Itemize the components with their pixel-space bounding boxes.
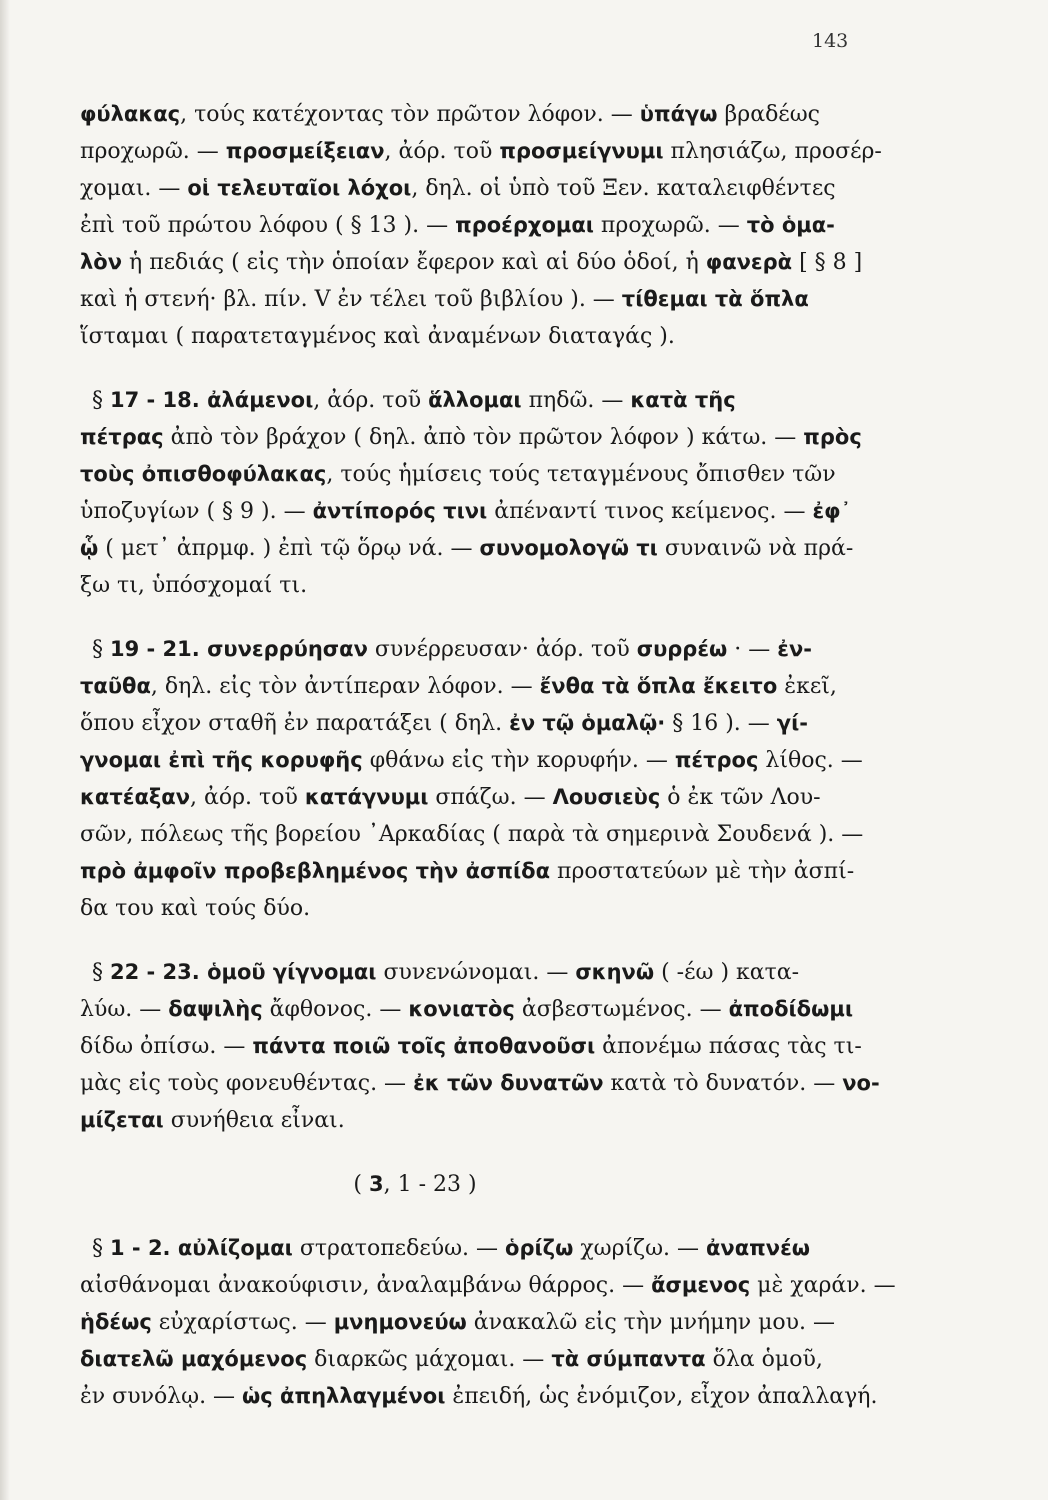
gloss-text: , 1 - 23 )	[383, 1172, 477, 1197]
paragraph-gap	[80, 604, 880, 631]
glossary-text	[80, 96, 896, 1415]
text-line	[80, 1102, 880, 1139]
headword: τὸ ὁμα-	[746, 213, 835, 237]
gloss-text: συνήθεια εἶναι.	[163, 1108, 345, 1133]
gloss-text: ὑποζυγίων ( § 9 ). —	[80, 499, 313, 524]
text-line	[80, 1028, 880, 1065]
gloss-text: δα του καὶ τούς δύο.	[80, 896, 311, 921]
gloss-text: , δηλ. εἰς τὸν ἀντίπεραν λόφον. —	[150, 674, 540, 699]
gloss-text: μὲ χαράν. —	[750, 1273, 896, 1298]
headword: μίζεται	[80, 1108, 164, 1132]
text-line	[80, 96, 880, 133]
gloss-text: πλησιάζω, προσέρ-	[663, 139, 882, 164]
headword: τίθεμαι τὰ ὅπλα	[621, 287, 809, 311]
gloss-text: ἀπονέμω πάσας τὰς τι-	[595, 1034, 862, 1059]
gloss-text: §	[92, 637, 110, 662]
gloss-text: ( -έω ) κατα-	[654, 960, 800, 985]
headword: ἡδέως	[80, 1310, 152, 1334]
gloss-text: , ἀόρ. τοῦ	[190, 785, 305, 810]
paragraph-gap	[80, 927, 880, 954]
text-line	[80, 133, 880, 170]
headword: κατάγνυμι	[304, 785, 429, 809]
gloss-text: πηδῶ. —	[521, 388, 631, 413]
gloss-text: , ἀόρ. τοῦ	[313, 388, 429, 413]
headword: πρὸ ἀμφοῖν προβεβλημένος τὴν ἀσπίδα	[80, 859, 551, 883]
gloss-text: προχωρῶ. —	[80, 139, 226, 164]
headword: ἀντίπορός τινι	[312, 499, 488, 523]
gloss-text: κατὰ τὸ δυνατόν. —	[603, 1071, 843, 1096]
headword: κατέαξαν	[80, 785, 191, 809]
text-line	[80, 1065, 880, 1102]
paragraph-gap	[80, 1203, 880, 1230]
gloss-text: § 16 ). —	[665, 711, 777, 736]
gloss-text: σπάζω. —	[428, 785, 553, 810]
text-line	[80, 493, 880, 530]
text-line	[80, 244, 880, 281]
gloss-text: μὰς εἰς τοὺς φονευθέντας. —	[80, 1071, 414, 1096]
page-edge-shadow	[0, 0, 10, 1500]
gloss-text: προστατεύων μὲ τὴν ἀσπί-	[550, 859, 855, 884]
text-line	[80, 816, 880, 853]
gloss-text: σῶν, πόλεως τῆς βορείου ᾿Αρκαδίας ( παρὰ τὰ σημερινὰ Σουδενά ). —	[80, 822, 864, 847]
text-line	[80, 853, 880, 890]
gloss-text: ἀσβεστωμένος. —	[514, 997, 729, 1022]
text-line	[80, 456, 880, 493]
headword: τὰ σύμπαντα	[551, 1347, 706, 1371]
headword: φύλακας	[80, 102, 181, 126]
headword: προσμείγνυμι	[499, 139, 664, 163]
gloss-text: ἄφθονος. —	[262, 997, 409, 1022]
headword: ἐφ᾿	[812, 499, 852, 523]
headword: πρὸς	[803, 425, 862, 449]
gloss-text: προχωρῶ. —	[593, 213, 747, 238]
text-line	[80, 954, 880, 991]
headword: οἱ τελευταῖοι λόχοι	[187, 176, 412, 200]
headword: κονιατὸς	[408, 997, 515, 1021]
headword: 1 - 2. αὐλίζομαι	[110, 1236, 293, 1260]
text-line	[80, 170, 880, 207]
gloss-text: ὁ ἐκ τῶν Λου-	[660, 785, 821, 810]
headword: ἐκ τῶν δυνατῶν	[413, 1071, 604, 1095]
paragraph-gap	[80, 355, 880, 382]
headword: ὁρίζω	[505, 1236, 574, 1260]
gloss-text: διαρκῶς μάχομαι. —	[307, 1347, 552, 1372]
headword: σκηνῶ	[575, 960, 655, 984]
headword: γί-	[776, 711, 808, 735]
headword: κατὰ τῆς	[630, 388, 736, 412]
gloss-text: (	[353, 1172, 369, 1197]
headword: ἀναπνέω	[706, 1236, 811, 1260]
chapter-heading	[80, 1166, 880, 1203]
text-line	[80, 705, 880, 742]
gloss-text: ἵσταμαι ( παρατεταγμένος καὶ ἀναμένων διαταγάς ).	[80, 324, 675, 349]
gloss-text: συνενώνομαι. —	[376, 960, 576, 985]
text-line	[80, 281, 880, 318]
headword: πέτρας	[80, 425, 164, 449]
headword: ἀποδίδωμι	[728, 997, 853, 1021]
gloss-text: λύω. —	[80, 997, 169, 1022]
text-line	[80, 567, 880, 604]
gloss-text: , τούς ἡμίσεις τούς τεταγμένους ὄπισθεν τῶν	[326, 462, 836, 487]
gloss-text: στρατοπεδεύω. —	[292, 1236, 506, 1261]
headword: ὑπάγω	[639, 102, 718, 126]
gloss-text: χομαι. —	[80, 176, 188, 201]
page-number: 143	[812, 30, 849, 52]
gloss-text: ἐν συνόλῳ. —	[80, 1384, 243, 1409]
gloss-text: καὶ ἡ στενή· βλ. πίν. V ἐν τέλει τοῦ βιβλίου ). —	[80, 287, 622, 312]
headword: ὡς ἀπηλλαγμένοι	[242, 1384, 446, 1408]
text-line	[80, 1230, 880, 1267]
gloss-text: φθάνω εἰς τὴν κορυφήν. —	[362, 748, 675, 773]
gloss-text: ξω τι, ὑπόσχομαί τι.	[80, 573, 308, 598]
headword: συρρέω	[636, 637, 728, 661]
headword: δαψιλὴς	[168, 997, 263, 1021]
headword: πέτρος	[674, 748, 759, 772]
gloss-text: ( μετ᾿ ἀπρμφ. ) ἐπὶ τῷ ὅρῳ νά. —	[98, 536, 480, 561]
gloss-text: §	[92, 1236, 110, 1261]
headword: ἔνθα τὰ ὅπλα ἔκειτο	[539, 674, 778, 698]
gloss-text: συναινῶ νὰ πρά-	[657, 536, 854, 561]
gloss-text: βραδέως	[717, 102, 820, 127]
text-line	[80, 530, 880, 567]
text-line	[80, 1304, 880, 1341]
headword: προσμείξειαν	[225, 139, 385, 163]
text-line	[80, 1267, 896, 1304]
headword: ἐν-	[777, 637, 812, 661]
headword: ᾧ	[80, 536, 99, 560]
headword: τοὺς ὀπισθοφύλακας	[80, 462, 327, 486]
headword: Λουσιεὺς	[552, 785, 661, 809]
gloss-text: §	[92, 388, 110, 413]
headword: διατελῶ μαχόμενος	[80, 1347, 308, 1371]
gloss-text: ἐκεῖ,	[777, 674, 837, 699]
headword: φανερὰ	[705, 250, 793, 274]
headword: νο-	[842, 1071, 880, 1095]
text-line	[80, 631, 880, 668]
paragraph-gap	[80, 1139, 880, 1166]
headword: πάντα ποιῶ τοῖς ἀποθανοῦσι	[252, 1034, 596, 1058]
headword: μνημονεύω	[333, 1310, 467, 1334]
gloss-text: ὅπου εἶχον σταθῆ ἐν παρατάξει ( δηλ.	[80, 711, 510, 736]
headword: 17 - 18. ἀλάμενοι	[110, 388, 314, 412]
text-line	[80, 419, 880, 456]
headword: 22 - 23. ὁμοῦ γίγνομαι	[110, 960, 377, 984]
gloss-text: ἀνακαλῶ εἰς τὴν μνήμην μου. —	[466, 1310, 835, 1335]
text-line	[80, 991, 880, 1028]
gloss-text: εὐχαρίστως. —	[151, 1310, 334, 1335]
text-line	[80, 779, 880, 816]
text-line	[80, 742, 880, 779]
text-line	[80, 318, 880, 355]
gloss-text: ὅλα ὁμοῦ,	[705, 1347, 823, 1372]
headword: 19 - 21. συνερρύησαν	[110, 637, 368, 661]
text-line	[80, 668, 880, 705]
gloss-text: , τούς κατέχοντας τὸν πρῶτον λόφον. —	[180, 102, 640, 127]
text-line	[80, 207, 880, 244]
headword: ἅλλομαι	[428, 388, 522, 412]
text-line	[80, 890, 880, 927]
headword: συνομολογῶ τι	[479, 536, 658, 560]
gloss-text: λίθος. —	[758, 748, 863, 773]
headword: γνομαι ἐπὶ τῆς κορυφῆς	[80, 748, 363, 772]
gloss-text: , δηλ. οἱ ὑπὸ τοῦ Ξεν. καταλειφθέντες	[411, 176, 836, 201]
text-line	[80, 1341, 880, 1378]
headword: λὸν	[80, 250, 123, 274]
headword: ταῦθα	[80, 674, 151, 698]
headword: ἐν τῷ ὁμαλῷ·	[509, 711, 666, 735]
headword: 3	[368, 1172, 384, 1196]
gloss-text: ἐπειδή, ὡς ἐνόμιζον, εἶχον ἀπαλλαγή.	[445, 1384, 878, 1409]
headword: ἄσμενος	[651, 1273, 751, 1297]
headword: προέρχομαι	[455, 213, 594, 237]
gloss-text: ἀπέναντί τινος κείμενος. —	[487, 499, 813, 524]
gloss-text: αἰσθάνομαι ἀνακούφισιν, ἀναλαμβάνω θάρρος. —	[80, 1273, 652, 1298]
gloss-text: ἐπὶ τοῦ πρώτου λόφου ( § 13 ). —	[80, 213, 456, 238]
gloss-text: §	[92, 960, 110, 985]
gloss-text: συνέρρευσαν· ἀόρ. τοῦ	[367, 637, 637, 662]
text-line	[80, 382, 880, 419]
gloss-text: · —	[727, 637, 778, 662]
gloss-text: [ § 8 ]	[792, 250, 863, 275]
gloss-text: χωρίζω. —	[573, 1236, 706, 1261]
gloss-text: , ἀόρ. τοῦ	[384, 139, 500, 164]
gloss-text: δίδω ὀπίσω. —	[80, 1034, 253, 1059]
gloss-text: ἡ πεδιάς ( εἰς τὴν ὁποίαν ἔφερον καὶ αἱ δύο ὁδοί, ἡ	[122, 250, 706, 275]
gloss-text: ἀπὸ τὸν βράχον ( δηλ. ἀπὸ τὸν πρῶτον λόφον ) κάτω. —	[163, 425, 804, 450]
text-line	[80, 1378, 880, 1415]
